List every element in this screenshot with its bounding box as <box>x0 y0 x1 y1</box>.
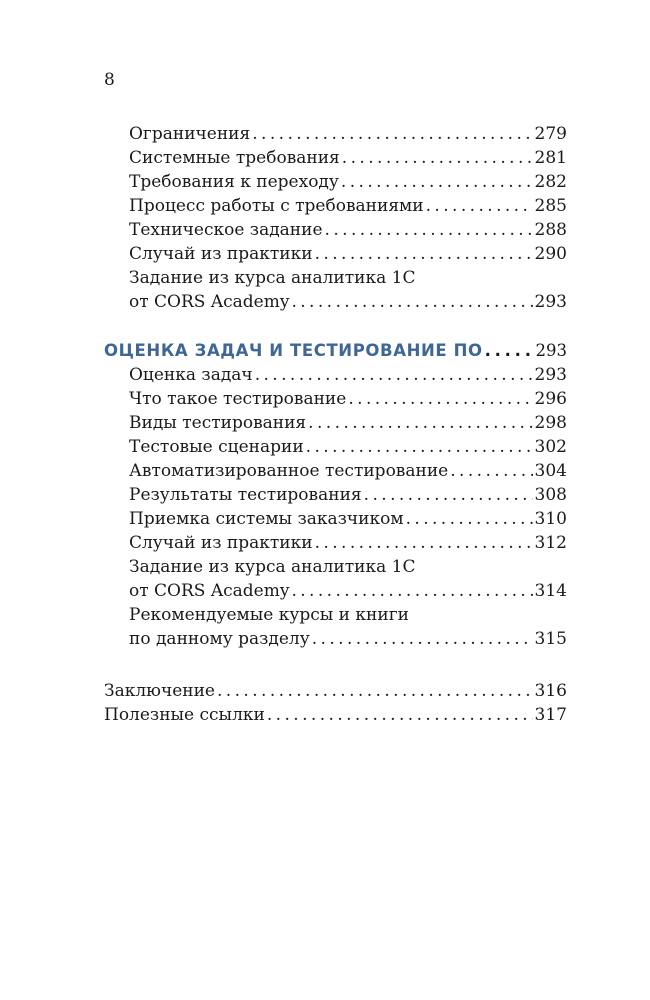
toc-entry <box>0 387 650 411</box>
toc-entry <box>0 411 650 435</box>
toc-entry-page: 285 <box>534 196 567 216</box>
toc-entry-title: Приемка системы заказчиком <box>129 509 404 529</box>
toc-entry-title: Оценка задач <box>129 365 253 385</box>
dot-leader <box>325 218 533 242</box>
dot-leader <box>342 146 533 170</box>
toc-entry <box>0 435 650 459</box>
toc-entry-title-line1: Рекомендуемые курсы и книги <box>129 605 409 625</box>
toc-entry <box>0 507 650 531</box>
toc-entry-multiline-first <box>0 603 650 627</box>
toc-entry-title-line1: Задание из курса аналитика 1С <box>129 268 416 288</box>
dot-leader <box>341 170 533 194</box>
toc-entry-page: 279 <box>534 124 567 144</box>
toc-entry-page: 308 <box>534 485 567 505</box>
toc-entry-page: 304 <box>534 461 567 481</box>
dot-leader <box>217 679 533 703</box>
toc-entry-page: 293 <box>534 292 567 312</box>
toc-entry-multiline-second <box>0 579 650 603</box>
dot-leader <box>364 483 533 507</box>
section-heading <box>0 339 650 363</box>
dot-leader <box>291 579 532 603</box>
toc-entry-title: Техническое задание <box>129 220 323 240</box>
toc-entry-title: Виды тестирования <box>129 413 307 433</box>
toc-entry-multiline-first <box>0 555 650 579</box>
toc-entry-title: Что такое тестирование <box>129 389 347 409</box>
toc-entry-title: Случай из практики <box>129 533 313 553</box>
toc-entry-title: Автоматизированное тестирование <box>129 461 449 481</box>
toc-entry-page: 310 <box>534 509 567 529</box>
toc-entry-top-level <box>0 703 650 727</box>
toc-entry-page: 316 <box>534 681 567 701</box>
dot-leader <box>315 242 533 266</box>
toc-entry <box>0 170 650 194</box>
toc-entry-page: 296 <box>534 389 567 409</box>
toc-entry <box>0 218 650 242</box>
dot-leader <box>252 122 532 146</box>
toc-entry-top-level <box>0 679 650 703</box>
dot-leader <box>312 627 533 651</box>
toc-entry-title-line2: по данному разделу <box>129 629 310 649</box>
dot-leader <box>485 339 534 363</box>
toc-entry <box>0 363 650 387</box>
dot-leader <box>348 387 532 411</box>
toc-entry-title: Ограничения <box>129 124 251 144</box>
page-number: 8 <box>104 70 115 90</box>
dot-leader <box>406 507 533 531</box>
toc-entry-page: 315 <box>534 629 567 649</box>
toc-entry-multiline-second <box>0 627 650 651</box>
toc-entry <box>0 146 650 170</box>
toc-entry-page: 317 <box>534 705 567 725</box>
toc-entry <box>0 242 650 266</box>
toc-entry-title: Полезные ссылки <box>104 705 265 725</box>
toc-entry-page: 298 <box>534 413 567 433</box>
toc-entry-page: 312 <box>534 533 567 553</box>
toc-entry <box>0 483 650 507</box>
toc-entry-page: 288 <box>534 220 567 240</box>
toc-entry-title: Случай из практики <box>129 244 313 264</box>
toc-entry-multiline-first <box>0 266 650 290</box>
toc-entry <box>0 194 650 218</box>
toc-entry-page: 293 <box>534 365 567 385</box>
dot-leader <box>315 531 533 555</box>
dot-leader <box>306 435 533 459</box>
section-heading-title: ОЦЕНКА ЗАДАЧ И ТЕСТИРОВАНИЕ ПО <box>104 341 483 360</box>
toc-entry-title: Результаты тестирования <box>129 485 362 505</box>
dot-leader <box>255 363 533 387</box>
toc-entry-title-line2: от CORS Academy <box>129 581 290 601</box>
dot-leader <box>426 194 533 218</box>
toc-entry-title-line2: от CORS Academy <box>129 292 290 312</box>
toc-entry <box>0 531 650 555</box>
toc-entry-title: Тестовые сценарии <box>129 437 304 457</box>
dot-leader <box>450 459 532 483</box>
toc-entry-title: Системные требования <box>129 148 340 168</box>
section-heading-page: 293 <box>535 341 567 360</box>
dot-leader <box>267 703 533 727</box>
toc-entry-title: Требования к переходу <box>129 172 339 192</box>
toc-entry-page: 314 <box>534 581 567 601</box>
toc-entry-multiline-second <box>0 290 650 314</box>
toc-entry-title: Процесс работы с требованиями <box>129 196 424 216</box>
toc-entry-title-line1: Задание из курса аналитика 1С <box>129 557 416 577</box>
toc-entry-page: 281 <box>534 148 567 168</box>
toc-entry <box>0 459 650 483</box>
toc-entry-page: 282 <box>534 172 567 192</box>
dot-leader <box>291 290 532 314</box>
toc-entry-title: Заключение <box>104 681 215 701</box>
dot-leader <box>308 411 532 435</box>
toc-entry-page: 290 <box>534 244 567 264</box>
toc-entry-page: 302 <box>534 437 567 457</box>
toc-entry <box>0 122 650 146</box>
